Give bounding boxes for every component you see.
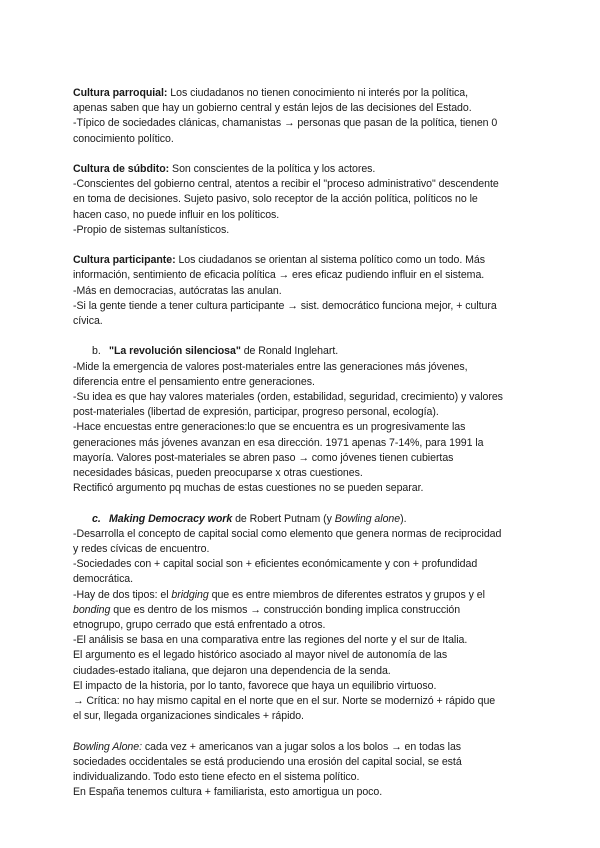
text-line: apenas saben que hay un gobierno central y están lejos de las decisiones del Estado. [73, 102, 472, 115]
text-line: -Mide la emergencia de valores post-materiales entre las generaciones más jóvenes, [73, 360, 468, 373]
text-line: generaciones más jóvenes avanzan en esa dirección. 1971 apenas 7-14%, para 1991 la [73, 436, 484, 449]
text-line: -El análisis se basa en una comparativa entre las regiones del norte y el sur de Italia. [73, 634, 468, 647]
section-cultura-parroquial [73, 86, 533, 147]
text-span: Los ciudadanos no tienen conocimiento ni interés por la política, [167, 87, 468, 99]
section-cultura-participante [73, 253, 533, 329]
text-line: post-materiales (libertad de expresión, participar, progreso personal, ecología). [73, 406, 439, 419]
text-span: que es entre miembros de diferentes estratos y grupos y el [208, 588, 485, 601]
text-line [73, 86, 533, 101]
text-line: ciudades-estado italiana, que dejaron una dependencia de la senda. [73, 664, 391, 677]
text-line: El impacto de la historia, por lo tanto, favorece que haya un equilibrio virtuoso. [73, 679, 437, 692]
text-line [73, 253, 533, 268]
text-line [73, 588, 533, 603]
text-line: sociedades occidentales se está produciendo una erosión del capital social, se está [73, 755, 462, 768]
text-line: -Hace encuestas entre generaciones:lo que se encuentra es un progresivamente las [73, 421, 466, 434]
text-line: -Propio de sistemas sultanísticos. [73, 223, 230, 236]
text-line: -Su idea es que hay valores materiales (orden, estabilidad, seguridad, crecimiento) y valores [73, 391, 503, 404]
text-line: conocimiento político. [73, 132, 174, 145]
section-title: Cultura parroquial: [73, 87, 168, 99]
text-span: que es dentro de los mismos → construcción bonding implica construcción [110, 603, 461, 616]
section-making-democracy-work [73, 512, 533, 725]
text-line: información, sentimiento de eficacia política → eres eficaz pudiendo influir en el sistema. [73, 269, 485, 282]
text-line: -Más en democracias, autócratas las anulan. [73, 284, 282, 297]
text-span: ). [400, 512, 407, 525]
section-revolucion-silenciosa [73, 344, 533, 496]
text-line: El argumento es el legado histórico asociado al mayor nivel de autonomía de las [73, 649, 448, 662]
text-line [73, 603, 533, 618]
text-line: En España tenemos cultura + familiarista, esto amortigua un poco. [73, 786, 383, 799]
text-line [73, 740, 533, 755]
text-span: -Hay de dos tipos: el [73, 588, 172, 601]
text-line: -Sociedades con + capital social son + eficientes económicamente y con + profundidad [73, 558, 478, 571]
text-line: etnogrupo, grupo cerrado que está enfrentado a otros. [73, 619, 326, 632]
text-line [73, 162, 533, 177]
text-line: y redes cívicas de encuentro. [73, 543, 210, 556]
book-title: Bowling alone [334, 512, 401, 525]
text-line: necesidades básicas, pueden preocuparse x otras cuestiones. [73, 467, 363, 480]
text-line: en toma de decisiones. Sujeto pasivo, solo receptor de la acción política, políticos no le [73, 193, 478, 206]
term-bonding: bonding [73, 603, 111, 616]
list-marker: b. [92, 345, 101, 358]
text-line: mayoría. Valores post-materiales se abren paso → como jóvenes tienen cubiertas [73, 451, 454, 464]
section-bowling-alone [73, 740, 533, 801]
document-body [73, 86, 533, 800]
text-span: Son conscientes de la política y los actores. [169, 163, 376, 175]
section-title: Cultura de súbdito: [73, 163, 170, 175]
term-bridging: bridging [171, 588, 209, 601]
text-line: cívica. [73, 315, 103, 328]
text-span: de Robert Putnam (y [232, 512, 335, 525]
text-span: Los ciudadanos se orientan al sistema político como un todo. Más [175, 254, 485, 267]
section-cultura-subdito [73, 162, 533, 238]
text-line: Rectificó argumento pq muchas de estas cuestiones no se pueden separar. [73, 482, 424, 495]
text-line: -Desarrolla el concepto de capital social como elemento que genera normas de reciprocidad [73, 527, 502, 540]
section-heading [73, 344, 533, 359]
section-title: "La revolución silenciosa" [109, 345, 241, 358]
section-title: Bowling Alone: [73, 740, 142, 753]
text-line: democrática. [73, 573, 134, 586]
text-line: hacen caso, no puede influir en los políticos. [73, 208, 280, 221]
section-title: Cultura participante: [73, 254, 176, 267]
text-line: -Conscientes del gobierno central, atentos a recibir el "proceso administrativo" descendente [73, 178, 499, 191]
text-line: diferencia entre el pensamiento entre generaciones. [73, 375, 315, 388]
text-line: -Si la gente tiende a tener cultura participante → sist. democrático funciona mejor, + cultura [73, 299, 497, 312]
text-line: -Típico de sociedades clánicas, chamanistas → personas que pasan de la política, tienen 0 [73, 117, 498, 130]
list-marker: c. [92, 512, 101, 525]
text-line: individualizando. Todo esto tiene efecto en el sistema político. [73, 771, 360, 784]
text-line: → Crítica: no hay mismo capital en el norte que en el sur. Norte se modernizó + rápido que [73, 695, 496, 708]
text-span: de Ronald Inglehart. [240, 345, 339, 358]
text-line: el sur, llegada organizaciones sindicales + rápido. [73, 710, 304, 723]
section-heading [73, 512, 533, 527]
section-title: Making Democracy work [109, 512, 233, 525]
text-span: cada vez + americanos van a jugar solos a los bolos → en todas las [142, 740, 462, 753]
